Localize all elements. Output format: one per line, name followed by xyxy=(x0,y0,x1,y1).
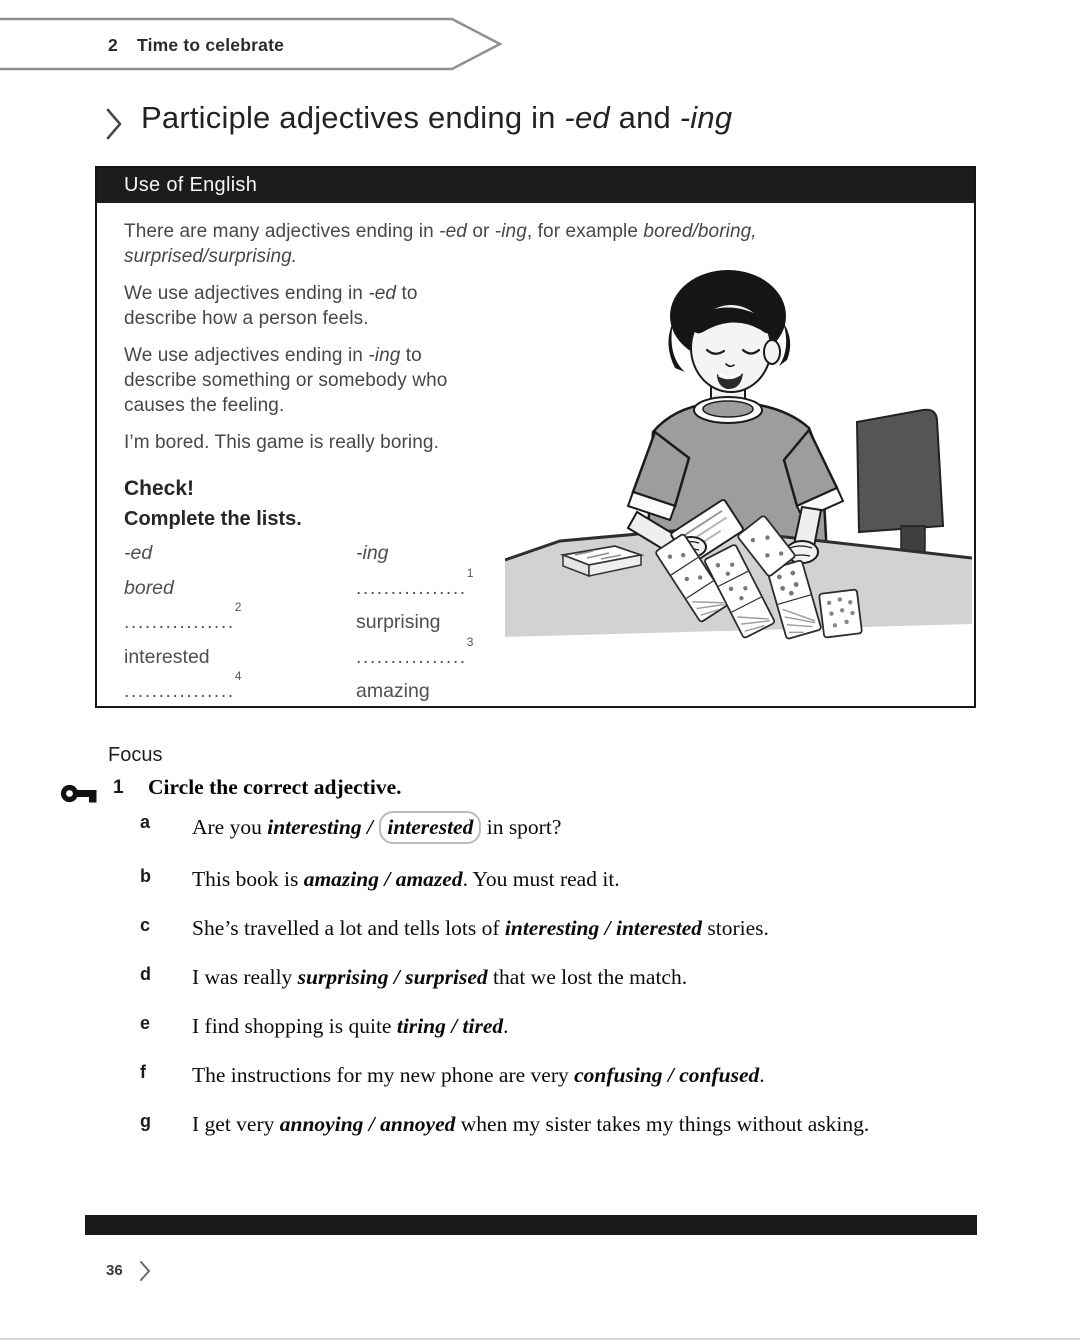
item-text: I find shopping is quite tiring / tired. xyxy=(192,1014,509,1038)
exercise-item xyxy=(140,963,970,991)
item-text: I get very annoying / annoyed when my sister takes my things without asking. xyxy=(192,1112,870,1136)
item-text: The instructions for my new phone are very confusing / confused. xyxy=(192,1063,765,1087)
panel-body xyxy=(97,203,974,702)
chair xyxy=(857,410,943,560)
check-heading: Check! xyxy=(124,477,195,500)
item-letter: d xyxy=(140,964,151,984)
bottom-bar xyxy=(85,1215,977,1235)
blank-line: ................ 4 xyxy=(124,669,242,702)
item-letter: c xyxy=(140,915,151,935)
list-header: -ed xyxy=(124,542,153,564)
use-of-english-panel xyxy=(95,166,976,708)
list-item: bored xyxy=(124,576,174,599)
exercise-item xyxy=(140,811,970,844)
focus-label: Focus xyxy=(108,744,163,766)
key-icon xyxy=(60,783,98,804)
list-header: -ing xyxy=(356,542,389,564)
item-letter: b xyxy=(140,866,151,886)
exercise-instruction: Circle the correct adjective. xyxy=(148,775,402,799)
item-letter: f xyxy=(140,1062,146,1082)
exercise-item xyxy=(140,1012,970,1040)
blank-line: ................ 2 xyxy=(124,600,242,633)
item-letter: e xyxy=(140,1013,151,1033)
unit-number: 2 xyxy=(108,35,118,55)
panel-header: Use of English xyxy=(97,168,974,203)
list-item: interested xyxy=(124,645,210,668)
grammar-paragraph: We use adjectives ending in -ing to describe something or somebody who causes the feeling. xyxy=(124,345,448,416)
boy-playing-cards-illustration xyxy=(505,260,972,645)
exercise-item xyxy=(140,1061,970,1089)
blank-line: ................ 3 xyxy=(356,634,474,668)
item-letter: a xyxy=(140,812,151,832)
single-card xyxy=(819,589,862,637)
example-sentence: I’m bored. This game is really boring. xyxy=(124,432,439,453)
blank-line: ................ 1 xyxy=(356,565,474,599)
page-bottom-edge xyxy=(0,1338,1080,1340)
check-instruction: Complete the lists. xyxy=(124,508,302,530)
page-chevron-icon xyxy=(138,1259,152,1283)
word-list-ed xyxy=(124,540,356,713)
item-letter: g xyxy=(140,1111,151,1131)
item-text: This book is amazing / amazed. You must read it. xyxy=(192,867,620,891)
grammar-paragraph: There are many adjectives ending in -ed or -ing, for example bored/boring, surprised/surprising. xyxy=(124,221,757,267)
exercise-item xyxy=(140,1110,970,1138)
unit-banner xyxy=(0,17,510,71)
exercise-item xyxy=(140,865,970,893)
item-text: She’s travelled a lot and tells lots of interesting / interested stories. xyxy=(192,916,769,940)
page-title-row xyxy=(104,100,732,142)
title-chevron-icon xyxy=(104,106,124,142)
item-text: Are you interesting / interested in sport? xyxy=(192,811,970,844)
grammar-paragraph: We use adjectives ending in -ed to describe how a person feels. xyxy=(124,283,418,329)
list-item: surprising xyxy=(356,611,441,633)
list-item: amazing xyxy=(356,680,430,702)
exercise-item xyxy=(140,914,970,942)
unit-title: Time to celebrate xyxy=(137,35,285,55)
item-text: I was really surprising / surprised that we lost the match. xyxy=(192,965,688,989)
page-title: Participle adjectives ending in -ed and -ing xyxy=(141,100,733,135)
exercise-items xyxy=(140,811,970,1159)
page-number: 36 xyxy=(106,1262,123,1279)
exercise-number: 1 xyxy=(113,777,124,798)
